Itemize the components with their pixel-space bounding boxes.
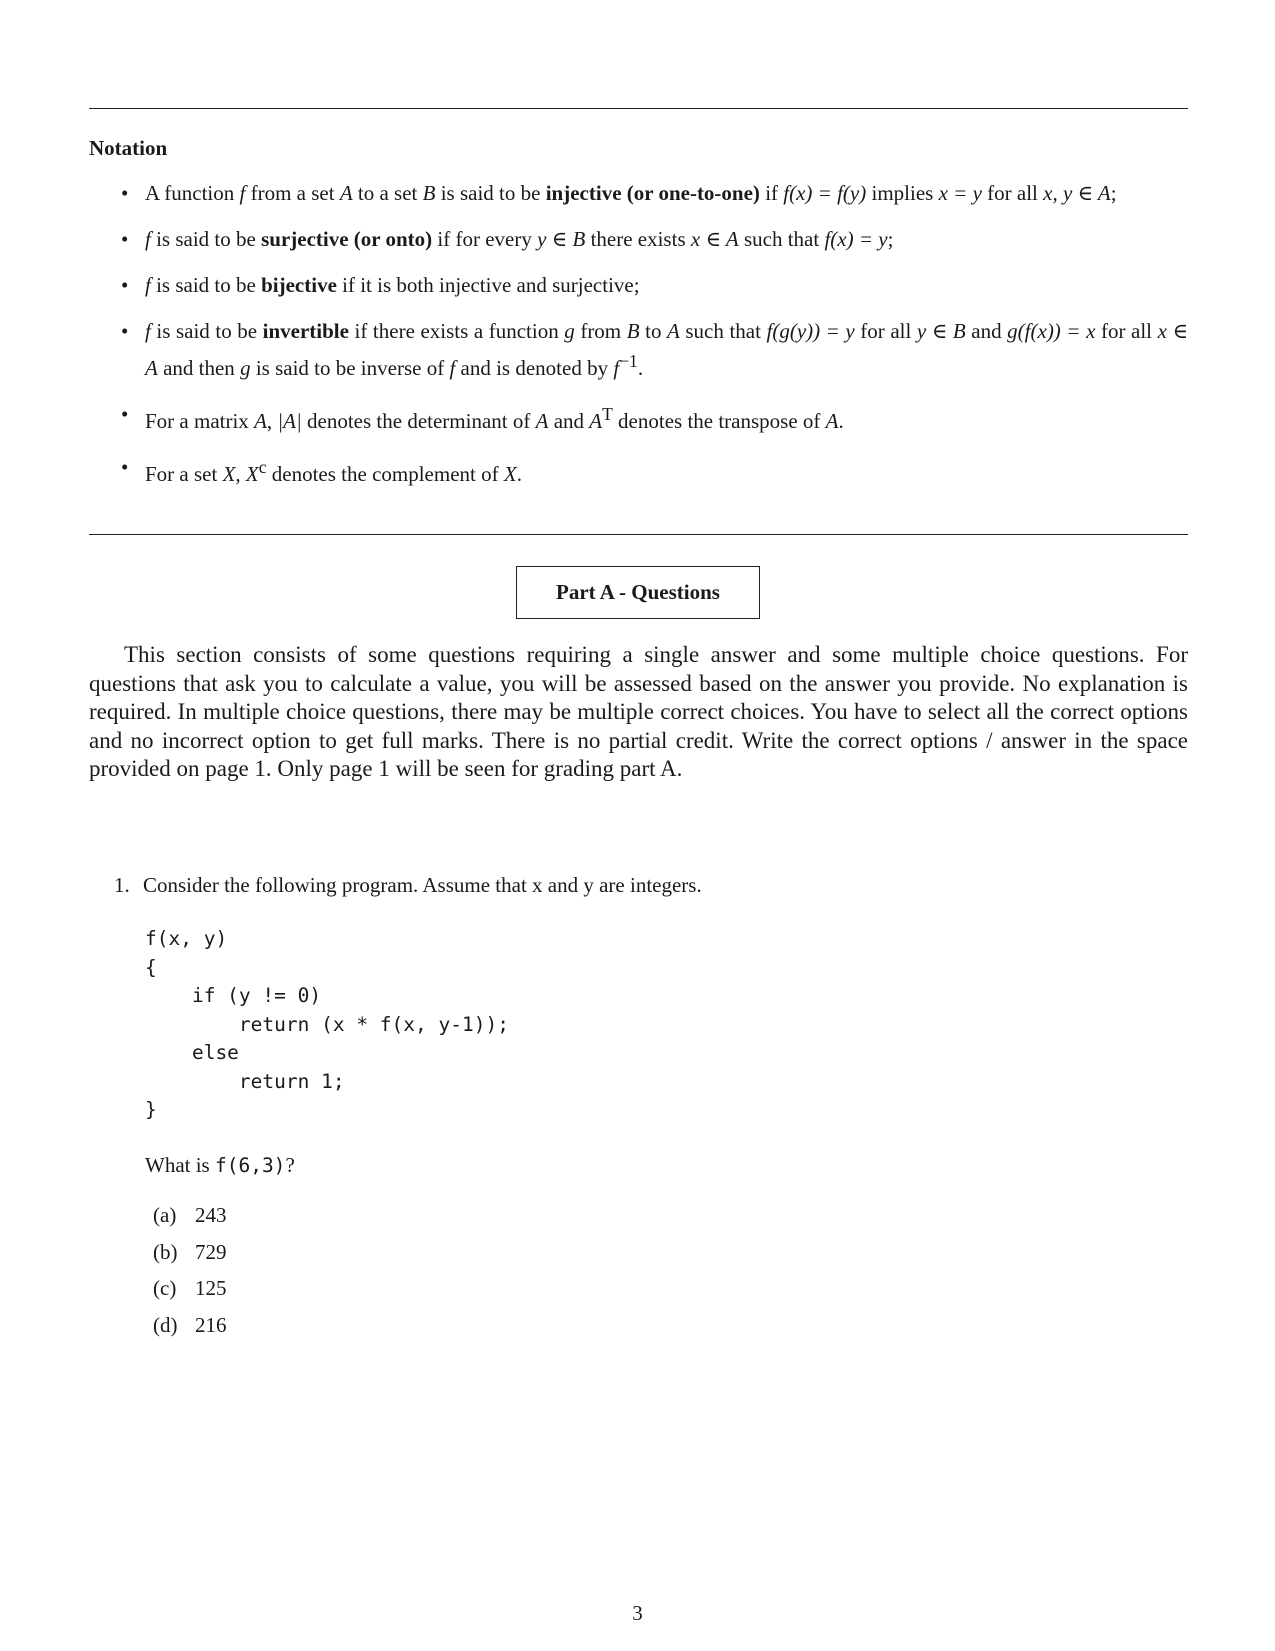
part-a-intro: This section consists of some questions requiring a single answer and some multiple choice questions. For questions that ask you to calculate a value, you will be assessed based on the answer you provide. No explanation is required. In multiple choice questions, there may be multiple correct choices. You have to select all the correct options and no incorrect option to get full marks. There is no partial credit. Write the correct options / answer in the space provided on page 1. Only page 1 will be seen for grading part A. <box>89 642 1188 781</box>
notation-heading: Notation <box>89 136 168 160</box>
bullet-dot-icon: • <box>121 319 129 343</box>
notation-item-surjective: • f is said to be surjective (or onto) if for every y ∈ B there exists x ∈ A such that f(x) = y; <box>89 224 1188 254</box>
option-b: (b) 729 <box>153 1239 227 1264</box>
bullet-dot-icon: • <box>121 402 129 426</box>
section-divider-rule <box>89 534 1188 535</box>
top-rule <box>89 108 1188 109</box>
notation-item-invertible: • f is said to be invertible if there exists a function g from B to A such that f(g(y)) = y for all y ∈ B and g(f(x)) = x for all x ∈ A and then g is said to be inverse of f and is denoted by $f^{-1}$. <box>89 316 1188 383</box>
bullet-dot-icon: • <box>121 273 129 297</box>
notation-item-bijective: • f is said to be bijective if it is both injective and surjective; <box>89 270 1188 300</box>
inline-code: f(6,3) <box>214 1154 286 1177</box>
bullet-dot-icon: • <box>121 227 129 251</box>
option-d: (d) 216 <box>153 1312 227 1337</box>
page-number: 3 <box>632 1601 643 1625</box>
bullet-dot-icon: • <box>121 455 129 479</box>
question-1-ask: What is f(6,3)? <box>145 1153 295 1177</box>
notation-list <box>89 178 1188 489</box>
notation-item-injective: • A function f from a set A to a set B is said to be injective (or one-to-one) if f(x) = f(y) implies x = y for all x, y ∈ A; <box>89 178 1188 208</box>
option-c: (c) 125 <box>153 1276 227 1300</box>
question-1-prompt <box>114 870 702 900</box>
question-number: 1. <box>114 873 130 897</box>
part-a-title-box: Part A - Questions <box>516 566 760 619</box>
notation-item-matrix: • For a matrix A, |A| denotes the determinant of A and $A^T$ denotes the transpose of A. <box>89 399 1188 436</box>
code-listing: f(x, y) { if (y != 0) return (x * f(x, y-1)); else return 1; } <box>145 927 509 1121</box>
answer-options <box>153 1197 227 1343</box>
notation-item-complement: • For a set X, $X^c$ denotes the complement of X. <box>89 452 1188 489</box>
question-text: Consider the following program. Assume that x and y are integers. <box>143 873 702 897</box>
bullet-dot-icon: • <box>121 181 129 205</box>
option-a: (a) 243 <box>153 1203 227 1227</box>
